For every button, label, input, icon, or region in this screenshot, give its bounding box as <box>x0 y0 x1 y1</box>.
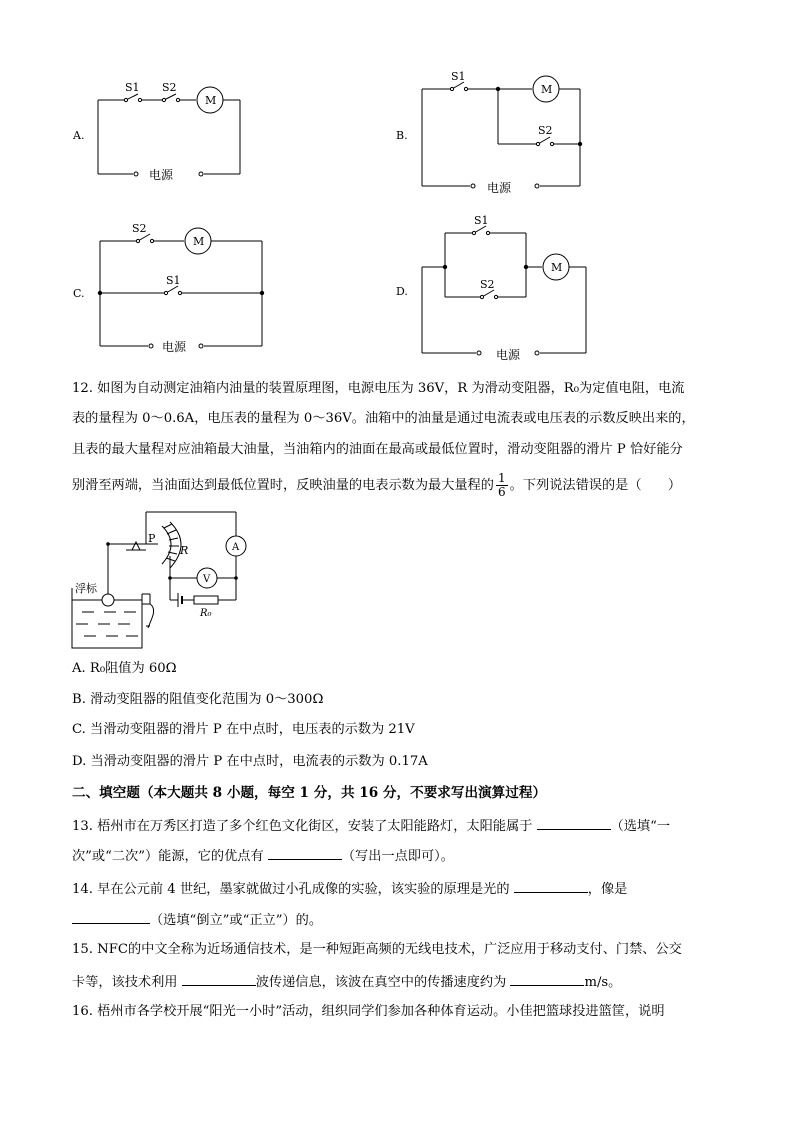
q13-text-a: 13. 梧州市在万秀区打造了多个红色文化街区，安装了太阳能路灯，太阳能属于 <box>72 819 537 834</box>
ammeter-label: A <box>232 542 240 553</box>
q12-option-a: A. R₀阻值为 60Ω <box>72 661 177 676</box>
slider-p-label: P <box>148 532 156 545</box>
q13-text-b: （选填“一 <box>610 819 671 834</box>
answer-blank <box>268 845 342 860</box>
q12-option-b: B. 滑动变阻器的阻值变化范围为 0～300Ω <box>72 692 324 707</box>
q13-line-1 <box>72 815 670 837</box>
circuit-c-s1: S1 <box>166 274 181 287</box>
circuit-b-label: B. <box>396 129 408 142</box>
circuit-d-s2: S2 <box>480 278 495 291</box>
circuit-a-motor: M <box>205 94 217 107</box>
circuit-c-label: C. <box>73 287 85 300</box>
q12-line-4 <box>72 472 681 499</box>
resistor-r-label: R <box>180 544 189 557</box>
circuit-c-motor: M <box>193 235 205 248</box>
circuit-d-source: 电源 <box>496 348 521 362</box>
circuit-b-s2: S2 <box>538 124 553 137</box>
circuit-a-s1: S1 <box>125 81 140 94</box>
q15-line-2 <box>72 971 621 993</box>
circuit-b-s1: S1 <box>451 70 466 83</box>
q13-line-2 <box>72 845 454 867</box>
circuit-c-s2: S2 <box>132 222 147 235</box>
circuit-b-source: 电源 <box>487 181 512 195</box>
circuit-c-diagram <box>60 220 275 360</box>
circuit-c <box>60 220 275 360</box>
circuit-a-source: 电源 <box>149 168 174 182</box>
circuit-a-label: A. <box>73 129 85 142</box>
q14-text-a: 14. 早在公元前 4 世纪，墨家就做过小孔成像的实验，该实验的原理是光的 <box>72 882 514 897</box>
q12-line-3: 且表的最大量程对应油箱最大油量，当油箱内的油面在最高或最低位置时，滑动变阻器的滑片 P 恰好能分 <box>72 442 683 457</box>
q12-line-1: 12. 如图为自动测定油箱内油量的装置原理图，电源电压为 36V，R 为滑动变阻器，R₀为定值电阻，电流 <box>72 381 685 396</box>
q14-text-c: （选填“倒立”或“正立”）的。 <box>150 913 323 928</box>
circuit-d-label: D. <box>396 285 408 298</box>
circuit-d-s1: S1 <box>474 214 489 227</box>
q12-option-d: D. 当滑动变阻器的滑片 P 在中点时，电流表的示数为 0.17A <box>72 754 428 769</box>
answer-blank <box>537 815 611 830</box>
q13-text-d: （写出一点即可）。 <box>341 849 454 864</box>
q15-text-a: 卡等，该技术利用 <box>72 975 182 990</box>
q12-option-c: C. 当滑动变阻器的滑片 P 在中点时，电压表的示数为 21V <box>72 722 415 737</box>
fraction <box>496 472 508 499</box>
circuit-a-diagram <box>60 75 260 190</box>
q14-line-1 <box>72 878 627 900</box>
q12-line-4-b: 。下列说法错误的是（ ） <box>509 478 682 493</box>
q16-line-1: 16. 梧州市各学校开展“阳光一小时”活动，组织同学们参加各种体育运动。小佳把篮球投进篮筐，说明 <box>72 1004 665 1019</box>
circuit-d-motor: M <box>551 261 563 274</box>
q12-line-4-a: 别滑至两端，当油面达到最低位置时，反映油量的电表示数为最大量程的 <box>72 478 494 493</box>
q13-text-c: 次”或“二次”）能源，它的优点有 <box>72 849 268 864</box>
circuit-a-s2: S2 <box>162 81 177 94</box>
q15-text-b: 波传递信息，该波在真空中的传播速度约为 <box>255 975 511 990</box>
q15-line-1: 15. NFC的中文全称为近场通信技术，是一种短距高频的无线电技术，广泛应用于移动支付、门禁、公交 <box>72 942 682 957</box>
section-heading: 二、填空题（本大题共 8 小题，每空 1 分，共 16 分，不要求写出演算过程） <box>72 785 547 801</box>
voltmeter-label: V <box>203 574 211 585</box>
fraction-denominator: 6 <box>498 485 506 499</box>
q12-figure <box>70 508 250 653</box>
circuit-d <box>390 210 610 365</box>
float-label: 浮标 <box>75 582 97 595</box>
circuit-d-diagram <box>390 210 610 365</box>
answer-blank <box>514 878 588 893</box>
circuit-c-source: 电源 <box>162 340 187 354</box>
answer-blank <box>182 971 256 986</box>
fraction-numerator: 1 <box>498 471 506 485</box>
answer-blank <box>510 971 584 986</box>
q15-text-c: m/s。 <box>584 975 622 990</box>
circuit-a <box>60 75 260 190</box>
oil-gauge-diagram <box>70 508 250 653</box>
q12-line-2: 表的量程为 0～0.6A，电压表的量程为 0～36V。油箱中的油量是通过电流表或电压表的示数反映出来的， <box>72 411 695 426</box>
answer-blank <box>72 909 150 924</box>
circuit-b-diagram <box>390 68 600 198</box>
circuit-b <box>390 68 600 198</box>
q14-line-2 <box>72 909 322 931</box>
circuit-b-motor: M <box>541 83 553 96</box>
q14-text-b: ，像是 <box>587 882 628 897</box>
resistor-r0-label: R₀ <box>200 608 212 619</box>
